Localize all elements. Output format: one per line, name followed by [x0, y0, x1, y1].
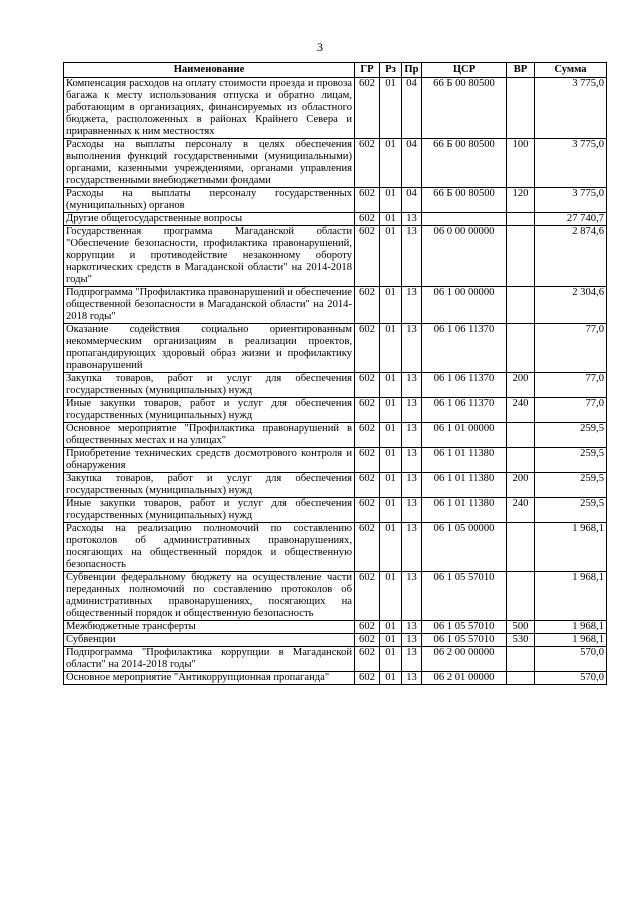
table-row [64, 423, 607, 448]
table-row [64, 523, 607, 572]
cell-sum: 2 304,6 [535, 287, 607, 324]
cell-vr: 530 [507, 634, 535, 647]
cell-pr: 04 [402, 139, 422, 188]
cell-csr: 66 Б 00 80500 [422, 139, 507, 188]
cell-csr: 06 2 00 00000 [422, 647, 507, 672]
cell-sum: 259,5 [535, 498, 607, 523]
cell-rz: 01 [380, 324, 402, 373]
cell-vr: 240 [507, 498, 535, 523]
cell-sum: 77,0 [535, 324, 607, 373]
cell-sum: 2 874,6 [535, 226, 607, 287]
cell-sum: 3 775,0 [535, 188, 607, 213]
cell-vr: 500 [507, 621, 535, 634]
cell-name: Закупка товаров, работ и услуг для обеспечения государственных (муниципальных) нужд [64, 373, 355, 398]
cell-rz: 01 [380, 621, 402, 634]
cell-pr: 13 [402, 423, 422, 448]
table-body [64, 78, 607, 685]
cell-name: Государственная программа Магаданской области "Обеспечение безопасности, профилактика правонарушений, коррупции и противодействие незаконному обороту наркотических средств в Магаданской области" на 2014-2018 годы" [64, 226, 355, 287]
cell-gr: 602 [355, 226, 380, 287]
cell-csr: 06 1 05 57010 [422, 621, 507, 634]
cell-rz: 01 [380, 572, 402, 621]
cell-pr: 13 [402, 324, 422, 373]
cell-pr: 13 [402, 634, 422, 647]
cell-vr [507, 423, 535, 448]
column-header-name: Наименование [64, 63, 355, 78]
cell-pr: 04 [402, 188, 422, 213]
cell-vr [507, 287, 535, 324]
cell-vr [507, 448, 535, 473]
cell-vr: 100 [507, 139, 535, 188]
cell-pr: 13 [402, 572, 422, 621]
table-row [64, 634, 607, 647]
cell-vr [507, 213, 535, 226]
cell-pr: 13 [402, 287, 422, 324]
cell-vr [507, 226, 535, 287]
cell-gr: 602 [355, 647, 380, 672]
cell-name: Субвенции [64, 634, 355, 647]
table-row [64, 78, 607, 139]
cell-sum: 259,5 [535, 448, 607, 473]
cell-name: Приобретение технических средств досмотрового контроля и обнаружения [64, 448, 355, 473]
column-header-vr: ВР [507, 63, 535, 78]
cell-sum: 570,0 [535, 672, 607, 685]
table-row [64, 188, 607, 213]
table-row [64, 398, 607, 423]
cell-name: Закупка товаров, работ и услуг для обеспечения государственных (муниципальных) нужд [64, 473, 355, 498]
cell-name: Основное мероприятие "Антикоррупционная пропаганда" [64, 672, 355, 685]
cell-pr: 13 [402, 226, 422, 287]
table-row [64, 226, 607, 287]
cell-csr: 66 Б 00 80500 [422, 188, 507, 213]
cell-gr: 602 [355, 324, 380, 373]
table-row [64, 448, 607, 473]
cell-name: Основное мероприятие "Профилактика правонарушений в общественных местах и на улицах" [64, 423, 355, 448]
cell-name: Иные закупки товаров, работ и услуг для обеспечения государственных (муниципальных) нужд [64, 498, 355, 523]
cell-rz: 01 [380, 423, 402, 448]
cell-rz: 01 [380, 213, 402, 226]
table-row [64, 672, 607, 685]
cell-sum: 1 968,1 [535, 621, 607, 634]
table-row [64, 498, 607, 523]
cell-name: Подпрограмма "Профилактика коррупции в Магаданской области" на 2014-2018 годы" [64, 647, 355, 672]
cell-rz: 01 [380, 523, 402, 572]
table-row [64, 139, 607, 188]
cell-name: Другие общегосударственные вопросы [64, 213, 355, 226]
cell-sum: 570,0 [535, 647, 607, 672]
cell-gr: 602 [355, 287, 380, 324]
cell-name: Оказание содействия социально ориентированным некоммерческим организациям в реализации проектов, пропагандирующих здоровый образ жизни и профилактику правонарушений [64, 324, 355, 373]
cell-csr: 06 0 00 00000 [422, 226, 507, 287]
table-row [64, 213, 607, 226]
page-number: 3 [317, 40, 323, 54]
cell-rz: 01 [380, 188, 402, 213]
cell-sum: 27 740,7 [535, 213, 607, 226]
cell-vr [507, 572, 535, 621]
cell-csr: 06 1 06 11370 [422, 324, 507, 373]
cell-gr: 602 [355, 398, 380, 423]
cell-gr: 602 [355, 473, 380, 498]
cell-sum: 1 968,1 [535, 634, 607, 647]
column-header-pr: Пр [402, 63, 422, 78]
cell-vr [507, 647, 535, 672]
cell-rz: 01 [380, 373, 402, 398]
cell-pr: 13 [402, 498, 422, 523]
cell-rz: 01 [380, 647, 402, 672]
cell-rz: 01 [380, 287, 402, 324]
cell-rz: 01 [380, 672, 402, 685]
cell-vr [507, 324, 535, 373]
cell-pr: 13 [402, 213, 422, 226]
cell-name: Межбюджетные трансферты [64, 621, 355, 634]
cell-rz: 01 [380, 448, 402, 473]
cell-name: Подпрограмма "Профилактика правонарушений и обеспечение общественной безопасности в Магаданской области" на 2014-2018 годы" [64, 287, 355, 324]
cell-pr: 13 [402, 373, 422, 398]
cell-gr: 602 [355, 621, 380, 634]
cell-rz: 01 [380, 226, 402, 287]
cell-vr: 240 [507, 398, 535, 423]
table-row [64, 572, 607, 621]
cell-rz: 01 [380, 634, 402, 647]
column-header-gr: ГР [355, 63, 380, 78]
table-row [64, 647, 607, 672]
cell-sum: 259,5 [535, 423, 607, 448]
cell-rz: 01 [380, 398, 402, 423]
cell-gr: 602 [355, 373, 380, 398]
cell-vr: 200 [507, 473, 535, 498]
table-header-row [64, 63, 607, 78]
cell-csr: 06 1 05 00000 [422, 523, 507, 572]
cell-pr: 13 [402, 523, 422, 572]
cell-rz: 01 [380, 473, 402, 498]
cell-csr: 06 1 01 11380 [422, 473, 507, 498]
cell-name: Расходы на выплаты персоналу в целях обеспечения выполнения функций государственными (муниципальными) органами, казенными учреждениями, органами управления государственными внебюджетными фондами [64, 139, 355, 188]
table-row [64, 324, 607, 373]
cell-name: Субвенции федеральному бюджету на осуществление части переданных полномочий по составлению протоколов об административных правонарушениях, посягающих на общественный порядок и общественную безопасность [64, 572, 355, 621]
cell-vr [507, 78, 535, 139]
cell-pr: 13 [402, 448, 422, 473]
cell-gr: 602 [355, 523, 380, 572]
cell-vr: 200 [507, 373, 535, 398]
cell-sum: 77,0 [535, 373, 607, 398]
cell-vr [507, 523, 535, 572]
cell-csr: 06 1 05 57010 [422, 572, 507, 621]
cell-rz: 01 [380, 78, 402, 139]
column-header-sum: Сумма [535, 63, 607, 78]
cell-sum: 77,0 [535, 398, 607, 423]
cell-csr: 06 1 06 11370 [422, 373, 507, 398]
table-row [64, 473, 607, 498]
cell-gr: 602 [355, 423, 380, 448]
budget-table [63, 62, 607, 685]
cell-name: Компенсация расходов на оплату стоимости проезда и провоза багажа к месту использования отпуска и обратно лицам, работающим в организациях, финансируемых из областного бюджета, расположенных в районах Крайнего Севера и приравненных к ним местностях [64, 78, 355, 139]
cell-gr: 602 [355, 213, 380, 226]
cell-sum: 1 968,1 [535, 572, 607, 621]
cell-csr: 06 1 01 00000 [422, 423, 507, 448]
cell-pr: 13 [402, 398, 422, 423]
cell-name: Расходы на выплаты персоналу государственных (муниципальных) органов [64, 188, 355, 213]
table-row [64, 621, 607, 634]
cell-pr: 13 [402, 672, 422, 685]
cell-vr [507, 672, 535, 685]
cell-rz: 01 [380, 139, 402, 188]
cell-csr: 06 1 01 11380 [422, 498, 507, 523]
cell-csr: 06 2 01 00000 [422, 672, 507, 685]
cell-pr: 04 [402, 78, 422, 139]
cell-sum: 3 775,0 [535, 139, 607, 188]
table-row [64, 287, 607, 324]
cell-gr: 602 [355, 498, 380, 523]
cell-pr: 13 [402, 473, 422, 498]
cell-gr: 602 [355, 139, 380, 188]
cell-csr: 06 1 05 57010 [422, 634, 507, 647]
cell-gr: 602 [355, 672, 380, 685]
cell-gr: 602 [355, 572, 380, 621]
table-row [64, 373, 607, 398]
cell-csr: 06 1 01 11380 [422, 448, 507, 473]
column-header-csr: ЦСР [422, 63, 507, 78]
cell-vr: 120 [507, 188, 535, 213]
cell-pr: 13 [402, 621, 422, 634]
cell-name: Расходы на реализацию полномочий по составлению протоколов об административных правонарушениях, посягающих на общественный порядок и общественную безопасность [64, 523, 355, 572]
cell-csr: 06 1 00 00000 [422, 287, 507, 324]
column-header-rz: Рз [380, 63, 402, 78]
cell-gr: 602 [355, 634, 380, 647]
cell-csr: 06 1 06 11370 [422, 398, 507, 423]
cell-name: Иные закупки товаров, работ и услуг для обеспечения государственных (муниципальных) нужд [64, 398, 355, 423]
cell-sum: 1 968,1 [535, 523, 607, 572]
cell-gr: 602 [355, 448, 380, 473]
cell-sum: 3 775,0 [535, 78, 607, 139]
cell-gr: 602 [355, 78, 380, 139]
cell-gr: 602 [355, 188, 380, 213]
cell-pr: 13 [402, 647, 422, 672]
cell-csr [422, 213, 507, 226]
cell-rz: 01 [380, 498, 402, 523]
cell-sum: 259,5 [535, 473, 607, 498]
cell-csr: 66 Б 00 80500 [422, 78, 507, 139]
